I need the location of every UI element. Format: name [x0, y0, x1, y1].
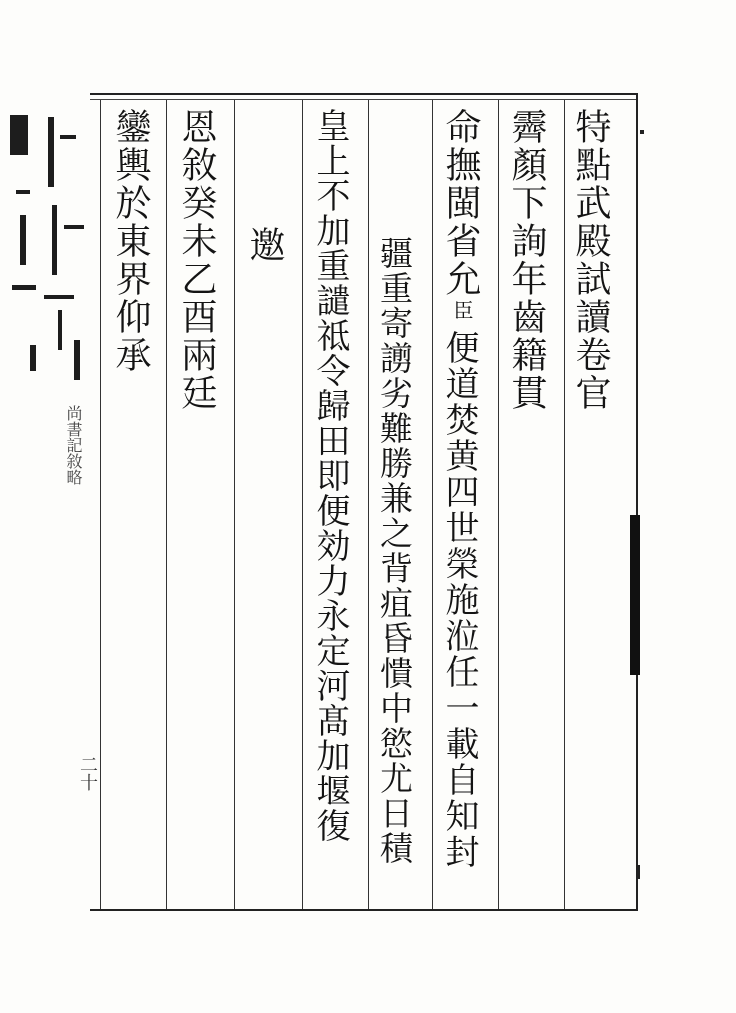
column-rule	[302, 100, 303, 909]
text-column-3b: 便道焚黄四世榮施涖任一載自知封	[439, 330, 479, 870]
column-rule	[166, 100, 167, 909]
column-rule	[432, 100, 433, 909]
text-column-4: 疆重寄謭劣難勝兼之背疽昏憒中慾尤日積	[375, 236, 414, 866]
folio-number: 二十	[77, 755, 98, 791]
frame-bottom-border	[90, 909, 638, 911]
text-column-3a: 命撫閩省允	[440, 108, 481, 298]
text-column-6: 邀	[244, 226, 285, 264]
text-column-3-small-note: 臣	[450, 300, 474, 322]
frame-top-border	[90, 93, 638, 95]
text-column-1: 特點武殿試讀卷官	[570, 108, 611, 412]
column-rule	[100, 100, 101, 909]
text-column-5: 皇上不加重譴祗令歸田即便効力永定河髙加堰復	[310, 108, 350, 843]
gutter-mark	[636, 865, 640, 879]
frame-right-border	[636, 93, 638, 911]
gutter-bar	[630, 515, 640, 675]
gutter-mark	[640, 130, 644, 134]
text-column-8: 鑾輿於東界仰承	[110, 108, 151, 374]
text-column-7: 恩敘癸未乙酉兩廷	[176, 108, 217, 412]
column-rule	[234, 100, 235, 909]
margin-small-note: 尚書記敘略	[64, 405, 83, 485]
column-rule	[564, 100, 565, 909]
text-column-2: 霽顏下詢年齒籍貫	[506, 108, 547, 412]
column-rule	[368, 100, 369, 909]
frame-top-inner-border	[90, 99, 638, 100]
column-rule	[498, 100, 499, 909]
